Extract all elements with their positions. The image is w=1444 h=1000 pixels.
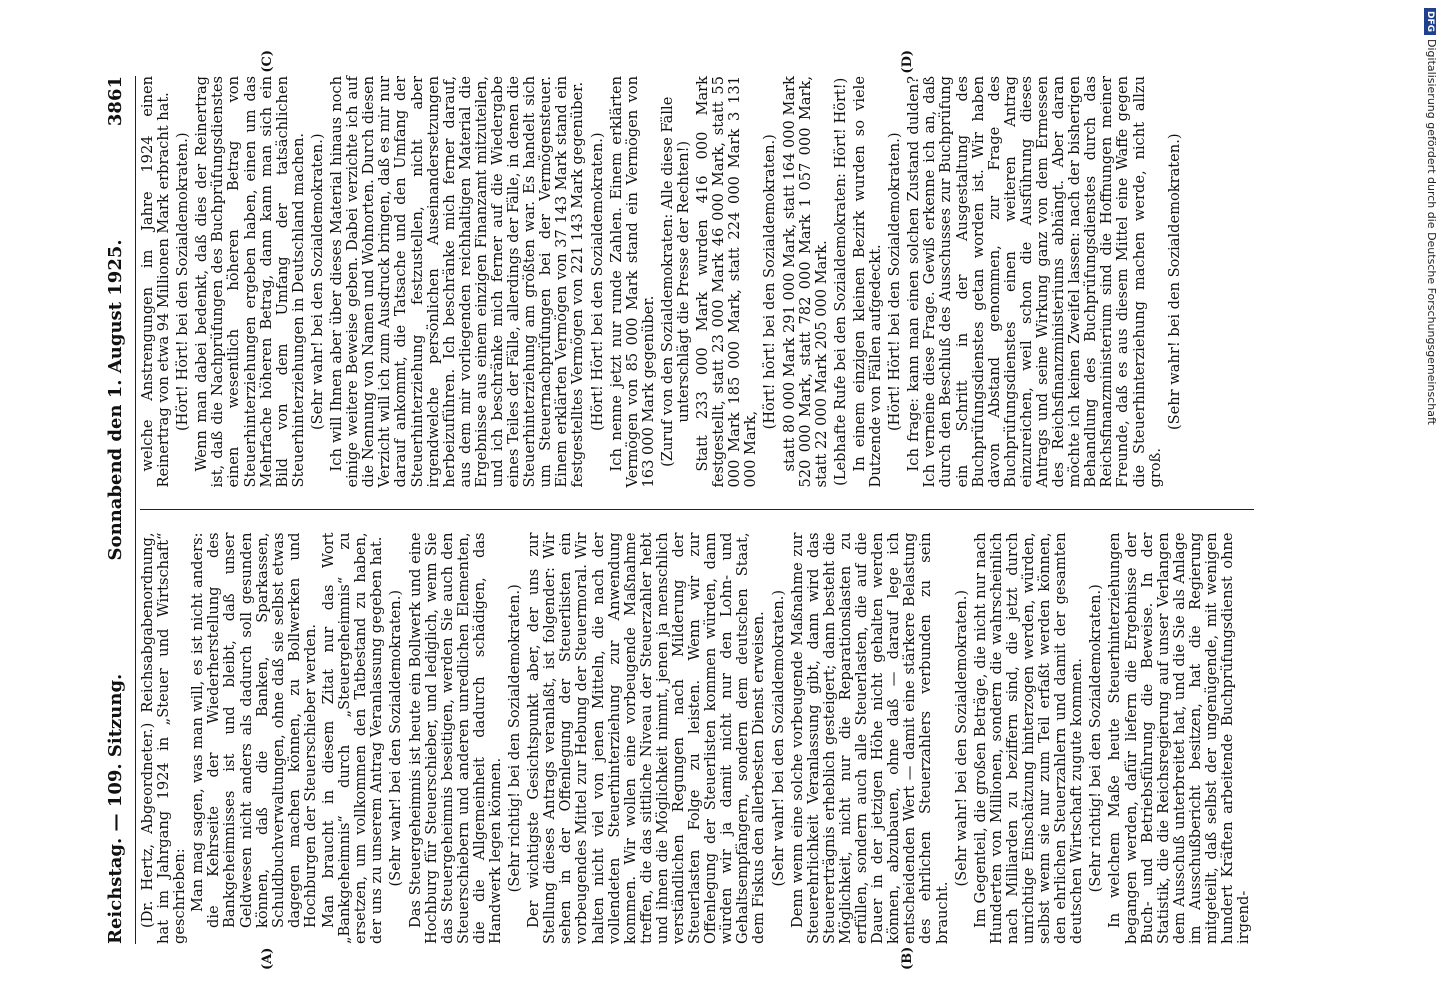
paragraph: (Dr. Hertz, Abgeordneter.) Reichsabgabenordnung, hat im Jahrgang 1924 in „Steuer und Wirtschaft“ geschrieben: bbox=[139, 532, 189, 944]
interjection: (Lebhafte Rufe bei den Sozialdemokraten: Hört! Hört!) bbox=[831, 77, 849, 486]
interjection: (Zuruf von den Sozialdemokraten: Alle diese Fälle unterschlägt die Presse der Rechten!) bbox=[658, 96, 692, 467]
scanned-page bbox=[105, 50, 1325, 970]
paragraph: Ich will Ihnen aber über dieses Material hinaus noch einige weitere Beweise geben. Dabei verzichte ich auf die Nennung von Namen und Wohnorten. Durch diesen Verzicht will ich zum Ausdruck bringen, daß es mir nur darauf ankommt, die Tatsache und den Umfang der Steuerhinterziehung festzustellen, nicht aber irgendwelche persönlichen Auseinandersetzungen herbeizuführen. Ich beschränke mich ferner darauf, aus dem mir vorliegenden reichhaltigen Material die Ergebnisse aus einem einzigen Finanzamt mitzuteilen, und ich beschränke mich ferner auf die Wiedergabe eines Teiles der Fälle, allerdings der Fälle, in denen die Steuerhinterziehung am größten war. Es handelt sich um Steuernachprüfungen bei der Vermögensteuer. Einem erklärten Vermögen von 37 143 Mark stand ein festgestelltes Vermögen von 221 143 Mark gegenüber. bbox=[328, 76, 587, 488]
right-column bbox=[140, 76, 1254, 488]
paragraph: In einem einzigen kleinen Bezirk wurden so viele Dutzende von Fällen aufgedeckt. bbox=[850, 76, 885, 488]
header-date: Sonnabend den 1. August 1925. bbox=[105, 239, 126, 561]
interjection: (Sehr wahr! bei den Sozialdemokraten.) bbox=[308, 133, 326, 431]
paragraph: Ich frage: kann man einen solchen Zustand dulden? Ich verneine diese Frage. Gewiß erkenne ich an, daß durch den Beschluß des Ausschusses zur Buchprüfung ein Schritt in der Ausgestaltung des Buchprüfungsdienstes getan worden ist. Wir haben davon Abstand genommen, zur Frage des Buchprüfungsdienstes einen weiteren Antrag einzureichen, weil schon die Ausführung dieses Antrags und seine Wirkung ganz von dem Ermessen des Reichsfinanzministeriums abhängt. Aber daran möchte ich keinen Zweifel lassen: nach der bisherigen Behandlung des Buchprüfungsdienstes durch das Reichsfinanzministerium sind die Hoffnungen meiner Freunde, daß es aus diesem Mittel eine Waffe gegen die Steuerhinterziehung machen werde, nicht allzu groß. bbox=[905, 76, 1164, 488]
interjection: (Sehr richtig! bei den Sozialdemokraten.) bbox=[506, 584, 524, 893]
margin-letter-a: (A) bbox=[260, 947, 275, 970]
header-left: Reichstag. — 109. Sitzung. bbox=[105, 673, 126, 944]
digitization-credit bbox=[1422, 8, 1444, 998]
dfg-logo: DFG bbox=[1424, 8, 1436, 35]
left-column bbox=[140, 533, 1254, 945]
paragraph: Denn wenn eine solche vorbeugende Maßnahme zur Steuerehrlichkeit Veranlassung gibt, dann wird das Steuererträgnis erheblich gesteigert; dann besteht die Möglichkeit, nicht nur die Reparationslasten zu erfüllen, sondern auch alle Steuerlasten, die auf die Dauer in der jetzigen Höhe nicht gehalten werden können, abzubauen, ohne daß — darauf lege ich entscheidenden Wert — damit eine stärkere Belastung des ehrlichen Steuerzahlers verbunden zu sein braucht. bbox=[788, 532, 951, 944]
margin-letter-d: (D) bbox=[900, 50, 915, 74]
paragraph: Statt 233 000 Mark wurden 416 000 Mark festgestellt, statt 23 000 Mark 46 000 Mark, statt 55 000 Mark 185 000 Mark, statt 224 000 Mark 3 131 000 Mark, bbox=[694, 76, 760, 488]
interjection: (Hört! hört! bei den Sozialdemokraten.) bbox=[761, 134, 779, 430]
interjection: (Hört! Hört! bei den Sozialdemokraten.) bbox=[588, 132, 606, 432]
interjection: (Hört! Hört! bei den Sozialdemokraten.) bbox=[886, 132, 904, 432]
paragraph: Wenn man dabei bedenkt, daß dies der Reinertrag ist, daß die Nachprüfungen des Buchprüfungsdienstes einen wesentlich höheren Betrag von Steuerhinterziehungen ergeben haben, einen um das Mehrfache höheren Betrag, dann kann man sich ein Bild von dem Umfang der tatsächlichen Steuerhinterziehungen in Deutschland machen. bbox=[193, 76, 307, 488]
page-header bbox=[105, 76, 136, 944]
margin-letter-b: (B) bbox=[900, 946, 915, 970]
margin-letter-c: (C) bbox=[260, 50, 275, 73]
paragraph: Das Steuergeheimnis ist heute ein Bollwerk und eine Hochburg für Steuerschieber, und lediglich, wenn Sie das Steuergeheimnis beseitigen, werden Sie auch den Steuerschiebern und anderen unredlichen Elementen, die die Allgemeinheit dadurch schädigen, das Handwerk legen können. bbox=[406, 532, 504, 944]
paragraph: Im Gegenteil, die großen Beträge, die nicht nur nach Hunderten von Millionen, sondern die wahrscheinlich nach Milliarden zu beziffern sind, die jetzt durch unrichtige Einschätzung hinterzogen werden, würden, selbst wenn sie nur zum Teil erfaßt werden können, den ehrlichen Steuerzahlern und damit der gesamten deutschen Wirtschaft zugute kommen. bbox=[971, 532, 1086, 944]
interjection: (Sehr wahr! bei den Sozialdemokraten.) bbox=[769, 589, 787, 887]
interjection: (Sehr wahr! bei den Sozialdemokraten.) bbox=[387, 589, 405, 887]
interjection: (Sehr wahr! bei den Sozialdemokraten.) bbox=[952, 589, 970, 887]
paragraph: Der wichtigste Gesichtspunkt aber, der uns zur Stellung dieses Antrags veranlaßt, ist folgender: Wir sehen in der Offenlegung der Steuerlisten ein vorbeugendes Mittel zur Hebung der Steuermoral. Wir halten nicht viel von jenen Mitteln, die nach der vollendeten Steuerhinterziehung zur Anwendung kommen. Wir wollen eine vorbeugende Maßnahme treffen, die das sittliche Niveau der Steuerzahler hebt und ihnen die Möglichkeit nimmt, jenen ja menschlich verständlichen Regungen nach Milderung der Steuerlasten Folge zu leisten. Wenn wir zur Offenlegung der Steuerlisten kommen würden, dann würden wir ja damit nicht nur den Lohn- und Gehaltsempfängern, sondern dem deutschen Staat, dem Fiskus den allerbesten Dienst erweisen. bbox=[525, 532, 768, 944]
interjection: (Sehr wahr! bei den Sozialdemokraten.) bbox=[1165, 133, 1183, 431]
paragraph: Man braucht in diesem Zitat nur das Wort „Bankgeheimnis“ durch „Steuergeheimnis“ zu ersetzen, um vollkommen den Tatbestand zu haben, der uns zu unserem Antrag Veranlassung gegeben hat. bbox=[320, 532, 386, 944]
paragraph: Man mag sagen, was man will, es ist nicht anders: die Kehrseite der Wiederherstellung des Bankgeheimnisses ist und bleibt, daß unser Geldwesen nicht anders als dadurch soll gesunden können, daß die Banken, Sparkassen, Schuldbuchverwaltungen, ohne daß sie selbst etwas dagegen machen können, zu Bollwerken und Hochburgen der Steuerschieber werden. bbox=[189, 532, 319, 928]
page-number: 3861 bbox=[105, 76, 126, 127]
paragraph: welche Anstrengungen im Jahre 1924 einen Reinertrag von etwa 94 Millionen Mark erbracht hat. bbox=[139, 76, 173, 488]
paragraph: In welchem Maße heute Steuerhinterziehungen begangen werden, dafür liefern die Ergebnisse der Buch- und Betriebsführung die Beweise. In der Statistik, die die Reichsregierung auf unser Verlangen dem Ausschuß unterbreitet hat, und die Sie als Anlage im Ausschußbericht besitzen, hat die Regierung mitgeteilt, daß selbst der ungenügende, mit wenigen hundert Kräften arbeitende Buchprüfungsdienst ohne irgend- bbox=[1106, 532, 1253, 944]
column-divider bbox=[140, 510, 1254, 511]
credit-text: Digitalisierung gefördert durch die Deutsche Forschungsgemeinschaft bbox=[1425, 39, 1438, 425]
interjection: (Sehr richtig! bei den Sozialdemokraten.) bbox=[1087, 584, 1105, 893]
paragraph: Ich nenne jetzt nur runde Zahlen. Einem erklärten Vermögen von 85 000 Mark stand ein Vermögen von 163 000 Mark gegenüber. bbox=[607, 76, 657, 488]
interjection: (Hört! Hört! bei den Sozialdemokraten.) bbox=[174, 132, 192, 432]
text-columns bbox=[139, 50, 1254, 970]
paragraph: statt 80 000 Mark 291 000 Mark, statt 164 000 Mark 520 000 Mark, statt 782 000 Mark 1 057 000 Mark, statt 22 000 Mark 205 000 Mark. bbox=[780, 76, 830, 488]
